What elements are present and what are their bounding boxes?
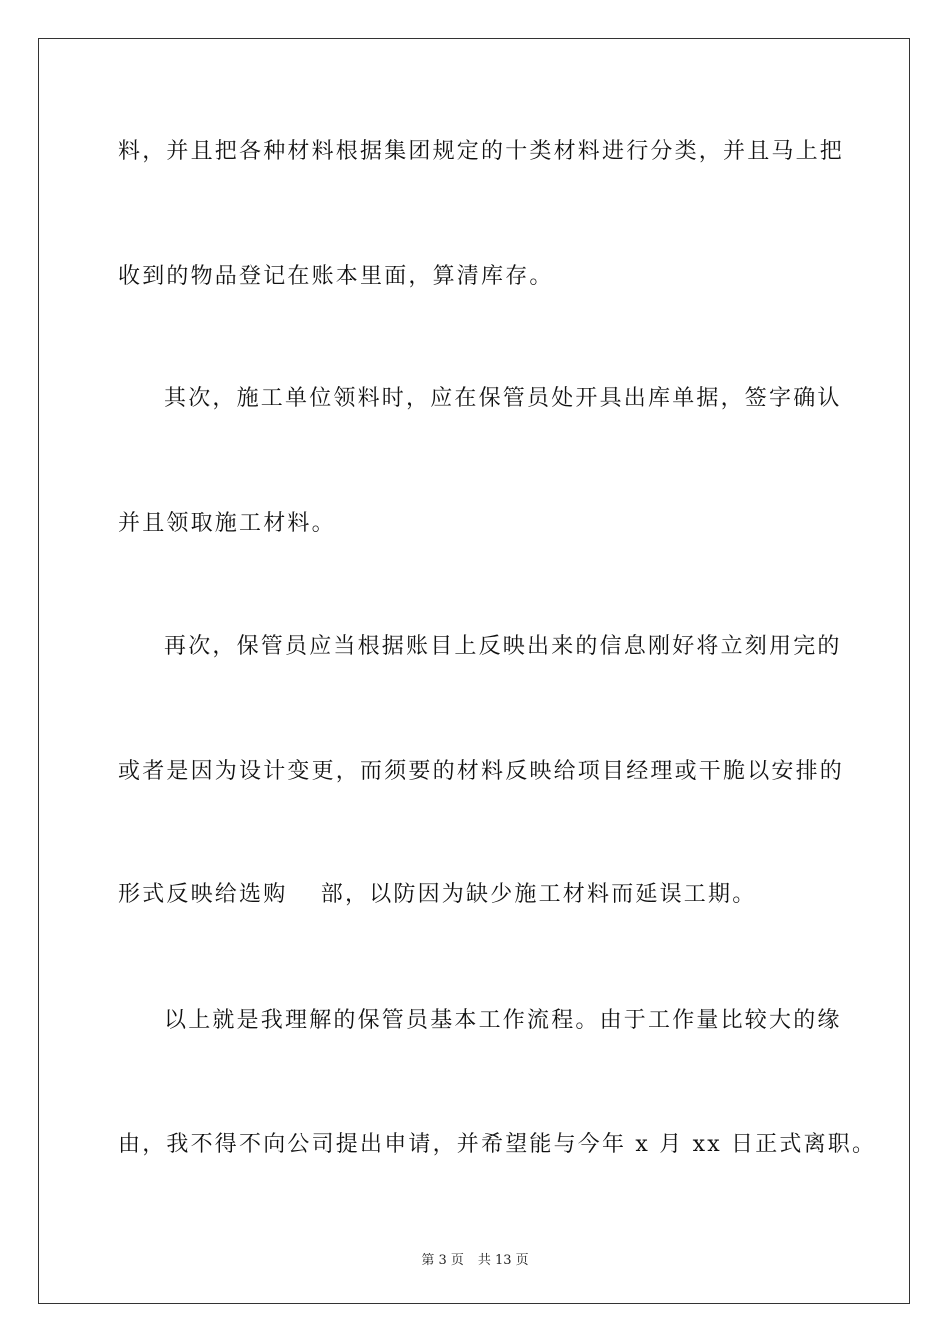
text-line: 再次，保管员应当根据账目上反映出来的信息刚好将立刻用完的 [164, 634, 842, 659]
text-line: 其次，施工单位领料时，应在保管员处开具出库单据，签字确认 [164, 386, 842, 411]
text-line: 料，并且把各种材料根据集团规定的十类材料进行分类，并且马上把 [118, 139, 845, 164]
page-border [38, 38, 910, 1304]
page-number: 第 3 页 [421, 1253, 464, 1268]
text-line: 或者是因为设计变更，而须要的材料反映给项目经理或干脆以安排的 [118, 759, 845, 784]
page-total: 共 13 页 [477, 1253, 529, 1268]
text-line: 收到的物品登记在账本里面，算清库存。 [118, 264, 554, 289]
text-line: 形式反映给选购 部，以防因为缺少施工材料而延误工期。 [118, 882, 757, 907]
text-line: 以上就是我理解的保管员基本工作流程。由于工作量比较大的缘 [164, 1008, 842, 1033]
page-footer [0, 1249, 950, 1268]
text-line: 由，我不得不向公司提出申请，并希望能与今年 x 月 xx 日正式离职。 [118, 1132, 877, 1157]
text-line: 并且领取施工材料。 [118, 511, 336, 536]
